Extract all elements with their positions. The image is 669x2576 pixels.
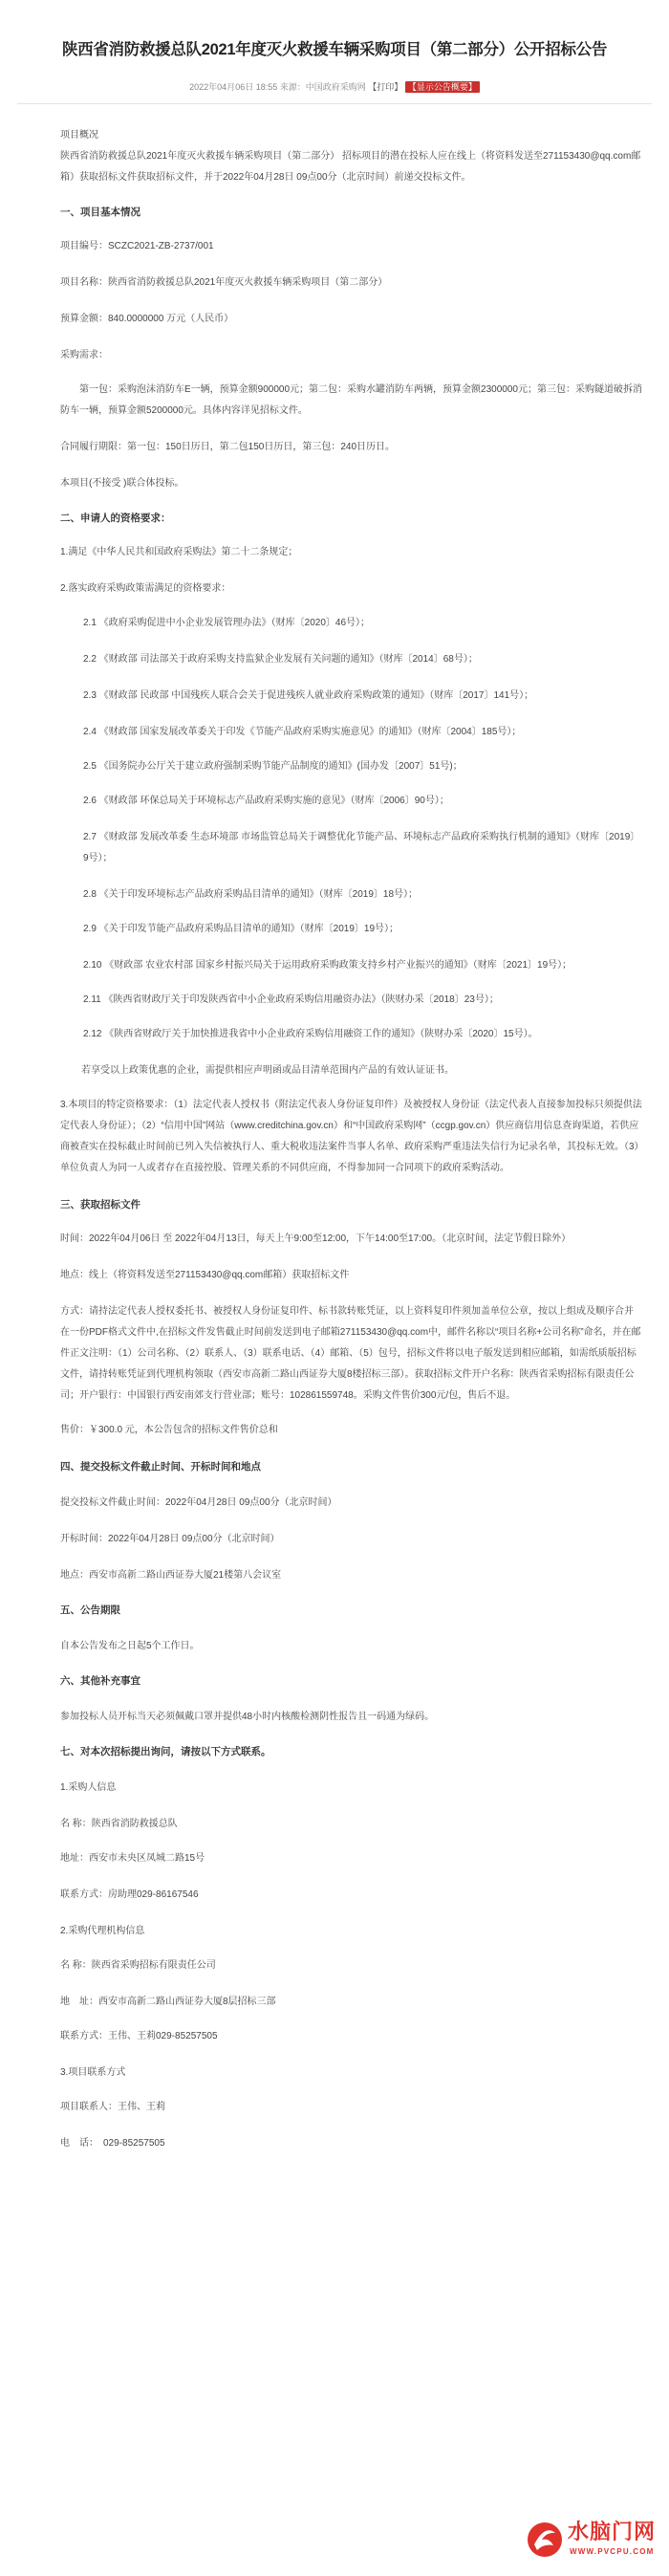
meta-line — [0, 80, 669, 94]
show-summary-button[interactable]: 【显示公告概要】 — [405, 81, 480, 93]
body-paragraph: 地点：线上（将资料发送至271153430@qq.com邮箱）获取招标文件 — [60, 1270, 350, 1280]
body-paragraph: 名 称：陕西省消防救援总队 — [60, 1819, 178, 1829]
body-paragraph: 1.满足《中华人民共和国政府采购法》第二十二条规定； — [60, 547, 298, 557]
body-paragraph: 时间：2022年04月06日 至 2022年04月13日，每天上午9:00至12:00，下午14:00至17:00。（北京时间，法定节假日除外） — [60, 1233, 572, 1244]
body-paragraph: 2.6 《财政部 环保总局关于环境标志产品政府采购实施的意见》（财库〔2006〕90号）； — [83, 796, 449, 806]
body-paragraph: 2.落实政府采购政策需满足的资格要求： — [60, 583, 231, 594]
publish-date: 2022年04月06日 18:55 — [189, 82, 278, 92]
body-paragraph: 2.2 《财政部 司法部关于政府采购支持监狱企业发展有关问题的通知》（财库〔2014〕68号）； — [83, 654, 478, 665]
body-paragraph: 若享受以上政策优惠的企业，需提供相应声明函或品目清单范围内产品的有效认证证书。 — [81, 1065, 454, 1076]
print-link[interactable]: 【打印】 — [368, 82, 403, 92]
body-paragraph: 方式：请持法定代表人授权委托书、被授权人身份证复印件、标书款转账凭证，以上资料复印件须加盖单位公章，按以上组成及顺序合并在一份PDF格式文件中,在招标文件发售截止时间前发送到电子邮箱271153430@qq.com中，邮件名称以“项目名称+公司名称”命名，并在邮件正文注明：（1）公司名称、（2）联系人、（3）联系电话、（4）邮箱、（5）包号，招标文件将以电子版发送到相应邮箱，如需纸质版招标文件，请持转账凭证到代理机构领取（西安市高新二路山西证券大厦8楼招标三部）。获取招标文件开户名称：陕西省采购招标有限责任公司；开户银行：中国银行西安南郊支行营业部；账号：102861559748。采购文件售价300元/包，售后不退。 — [60, 1306, 641, 1401]
body-paragraph: 项目名称：陕西省消防救援总队2021年度灭火救援车辆采购项目（第二部分） — [60, 277, 388, 288]
body-paragraph: 电 话： 029-85257505 — [60, 2138, 165, 2149]
section-heading: 二、申请人的资格要求： — [60, 513, 171, 524]
site-url: WWW.PVCPU.COM — [570, 2547, 655, 2556]
body-paragraph: 地 址：西安市高新二路山西证券大厦8层招标三部 — [60, 1997, 276, 2007]
announcement-title: 陕西省消防救援总队2021年度灭火救援车辆采购项目（第二部分）公开招标公告 — [61, 41, 608, 58]
body-paragraph: 2.7 《财政部 发展改革委 生态环境部 市场监管总局关于调整优化节能产品、环境标志产品政府采购执行机制的通知》（财库〔2019〕9号）； — [83, 832, 640, 863]
body-paragraph: 2.10 《财政部 农业农村部 国家乡村振兴局关于运用政府采购政策支持乡村产业振兴的通知》（财库〔2021〕19号）； — [83, 960, 572, 971]
body-paragraph: 3.项目联系方式 — [60, 2067, 126, 2078]
body-paragraph: 2.采购代理机构信息 — [60, 1926, 145, 1936]
body-paragraph: 2.4 《财政部 国家发展改革委关于印发《节能产品政府采购实施意见》的通知》（财库〔2004〕185号）； — [83, 727, 522, 737]
section-heading: 四、提交投标文件截止时间、开标时间和地点 — [60, 1461, 261, 1473]
body-paragraph: 项目编号：SCZC2021-ZB-2737/001 — [60, 241, 214, 251]
body-paragraph: 项目概况 — [60, 130, 98, 141]
body-paragraph: 提交投标文件截止时间：2022年04月28日 09点00分（北京时间） — [60, 1497, 337, 1508]
body-paragraph: 第一包：采购泡沫消防车E一辆，预算金额900000元；第二包：采购水罐消防车两辆，预算金额2300000元；第三包：采购隧道破拆消防车一辆，预算金额5200000元。具体内容详见招标文件。 — [60, 384, 642, 416]
body-paragraph: 2.11 《陕西省财政厅关于印发陕西省中小企业政府采购信用融资办法》（陕财办采〔2018〕23号）； — [83, 994, 499, 1005]
section-heading: 一、项目基本情况 — [60, 207, 140, 218]
body-paragraph: 合同履行期限：第一包：150日历日，第二包150日历日，第三包：240日历日。 — [60, 442, 396, 452]
body-paragraph: 地点：西安市高新二路山西证券大厦21楼第八会议室 — [60, 1570, 282, 1581]
announcement-body — [0, 125, 669, 2154]
body-paragraph: 3.本项目的特定资格要求：（1）法定代表人授权书（附法定代表人身份证复印件）及被授权人身份证（法定代表人直接参加投标只须提供法定代表人身份证）；（2）“信用中国”网站（www.creditchina.gov.cn）和“中国政府采购网”（ccgp.gov.cn）供应商信用信息查询渠道，若供应商被查实在投标截止时间前已列入失信被执行人、重大税收违法案件当事人名单、政府采购严重违法失信行为记录名单，其投标无效。（3）单位负责人为同一人或者存在直接控股、管理关系的不同供应商，不得参加同一合同项下的政府采购活动。 — [60, 1100, 642, 1173]
body-paragraph: 参加投标人员开标当天必须佩戴口罩并提供48小时内核酸检测阴性报告且一码通为绿码。 — [60, 1712, 435, 1722]
body-paragraph: 2.3 《财政部 民政部 中国残疾人联合会关于促进残疾人就业政府采购政策的通知》（财库〔2017〕141号）； — [83, 690, 534, 701]
body-paragraph: 1.采购人信息 — [60, 1782, 117, 1793]
body-paragraph: 售价：￥300.0 元，本公告包含的招标文件售价总和 — [60, 1425, 278, 1435]
title-divider — [17, 103, 652, 104]
body-paragraph: 2.9 《关于印发节能产品政府采购品目清单的通知》（财库〔2019〕19号）； — [83, 924, 399, 934]
section-heading: 五、公告期限 — [60, 1605, 120, 1616]
site-name: 水脑门网 — [568, 2520, 657, 2543]
body-paragraph: 2.5 《国务院办公厅关于建立政府强制采购节能产品制度的通知》(国办发〔2007〕51号)； — [83, 761, 463, 772]
site-watermark — [526, 2519, 659, 2563]
body-paragraph: 2.8 《关于印发环境标志产品政府采购品目清单的通知》（财库〔2019〕18号）； — [83, 889, 419, 900]
body-paragraph: 2.12 《陕西省财政厅关于加快推进我省中小企业政府采购信用融资工作的通知》（陕财办采〔2020〕15号）。 — [83, 1029, 538, 1039]
body-paragraph: 预算金额：840.0000000 万元（人民币） — [60, 314, 234, 324]
body-paragraph: 本项目(不接受 )联合体投标。 — [60, 478, 184, 489]
section-heading: 三、获取招标文件 — [60, 1199, 140, 1211]
site-logo-icon — [526, 2521, 564, 2559]
section-heading: 六、其他补充事宜 — [60, 1675, 140, 1687]
body-paragraph: 陕西省消防救援总队2021年度灭火救援车辆采购项目（第二部分） 招标项目的潜在投标人应在线上（将资料发送至271153430@qq.com邮箱）获取招标文件获取招标文件，并于2022年04月28日 09点00分（北京时间）前递交投标文件。 — [60, 151, 641, 183]
body-paragraph: 联系方式：房助理029-86167546 — [60, 1889, 199, 1900]
body-paragraph: 名 称：陕西省采购招标有限责任公司 — [60, 1960, 216, 1971]
body-paragraph: 采购需求： — [60, 350, 108, 360]
section-heading: 七、对本次招标提出询问，请按以下方式联系。 — [60, 1746, 271, 1757]
source-label: 来源：中国政府采购网 — [279, 82, 366, 92]
body-paragraph: 2.1 《政府采购促进中小企业发展管理办法》（财库〔2020〕46号）； — [83, 618, 371, 628]
body-paragraph: 联系方式：王伟、王莉029-85257505 — [60, 2031, 218, 2041]
body-paragraph: 开标时间：2022年04月28日 09点00分（北京时间） — [60, 1534, 280, 1544]
body-paragraph: 项目联系人：王伟、王莉 — [60, 2102, 165, 2112]
body-paragraph: 地址：西安市未央区凤城二路15号 — [60, 1853, 205, 1864]
body-paragraph: 自本公告发布之日起5个工作日。 — [60, 1641, 200, 1651]
